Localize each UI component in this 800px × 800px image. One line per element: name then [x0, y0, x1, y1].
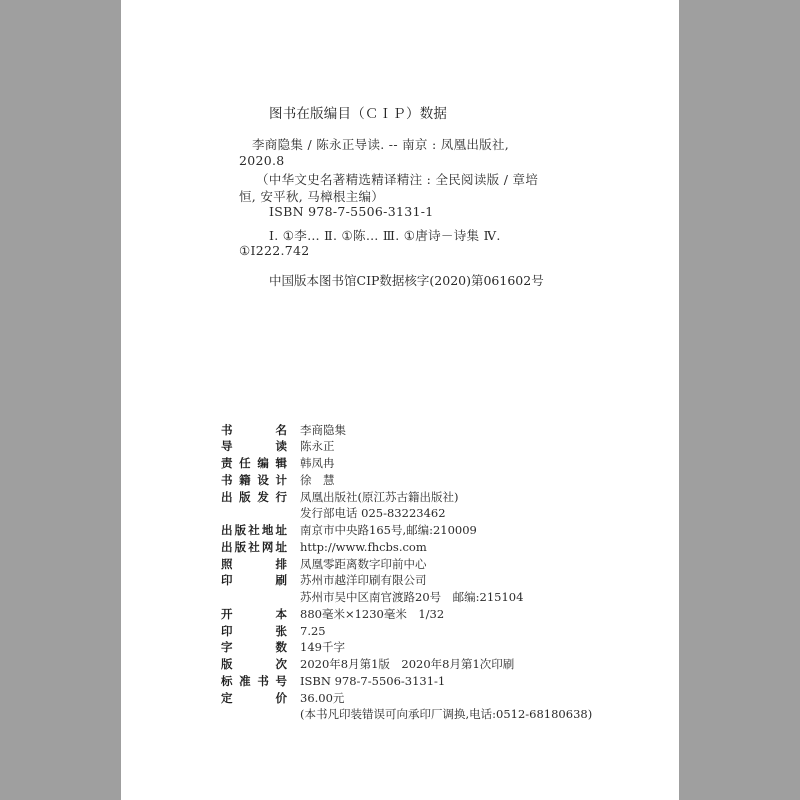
spec-row: [221, 589, 523, 606]
spec-row: [221, 605, 444, 622]
spec-label: 定 价: [221, 690, 287, 705]
spec-row: [221, 505, 446, 522]
cip-record-number: 中国版本图书馆CIP数据核字(2020)第061602号: [269, 273, 544, 288]
spec-value: 南京市中央路165号,邮编:210009: [300, 523, 477, 537]
spec-label: 责 任 编 辑: [221, 456, 287, 470]
spec-row: [221, 538, 427, 555]
spec-row: [221, 455, 335, 472]
spec-row: [221, 471, 335, 488]
spec-value: 徐 慧: [300, 472, 335, 487]
spec-value: ISBN 978-7-5506-3131-1: [300, 673, 446, 688]
spec-label: 印 张: [221, 623, 287, 638]
spec-value: 149千字: [300, 640, 345, 655]
spec-row: [221, 706, 592, 723]
spec-row: [221, 656, 514, 673]
spec-row: [221, 488, 458, 505]
spec-row: [221, 421, 346, 438]
cip-title: 图书在版编目（ＣＩＰ）数据: [269, 106, 448, 122]
cip-line-series: （中华文史名著精选精译精注 : 全民阅读版 / 章培: [256, 172, 539, 187]
cip-line-isbn: ISBN 978-7-5506-3131-1: [269, 204, 434, 219]
spec-value: (本书凡印装错误可向承印厂调换,电话:0512-68180638): [300, 707, 593, 722]
cip-line-classification: Ⅰ. ①李… Ⅱ. ①陈… Ⅲ. ①唐诗－诗集 Ⅳ.: [269, 228, 501, 243]
spec-label: 书 名: [221, 422, 287, 437]
spec-row: [221, 438, 335, 455]
spec-value: 880毫米×1230毫米 1/32: [300, 606, 445, 621]
spec-value: 7.25: [300, 623, 326, 638]
spec-row: [221, 689, 344, 706]
spec-row: [221, 672, 445, 689]
spec-label: 书 籍 设 计: [221, 472, 287, 487]
spec-label: 开 本: [221, 606, 287, 621]
cip-line-catalog: 李商隐集 / 陈永正导读. -- 南京 : 凤凰出版社,: [252, 137, 510, 152]
cip-line-year: 2020.8: [239, 153, 285, 168]
spec-value: http://www.fhcbs.com: [300, 539, 427, 554]
spec-row: [221, 572, 427, 589]
spec-value: 苏州市吴中区南官渡路20号 邮编:215104: [300, 590, 524, 604]
spec-label: 出 版 社 地 址: [221, 523, 287, 537]
spec-label: 版 次: [221, 657, 287, 671]
spec-label: 导 读: [221, 439, 287, 454]
spec-value: 凤凰零距离数字印前中心: [300, 556, 427, 571]
spec-row: [221, 639, 345, 656]
spec-value: 2020年8月第1版 2020年8月第1次印刷: [300, 657, 515, 671]
spec-value: 凤凰出版社(原江苏古籍出版社): [300, 489, 459, 504]
spec-value: 36.00元: [300, 690, 345, 705]
spec-label: 出 版 社 网 址: [221, 539, 287, 554]
spec-label: 标 准 书 号: [221, 673, 287, 688]
spec-value: 韩凤冉: [300, 456, 335, 470]
spec-row: [221, 555, 427, 572]
spec-value: 陈永正: [300, 439, 335, 454]
cip-line-class-number: ①I222.742: [239, 243, 310, 258]
spec-label: 出 版 发 行: [221, 489, 287, 504]
spec-value: 苏州市越洋印刷有限公司: [300, 573, 427, 588]
spec-value: 发行部电话 025-83223462: [300, 506, 446, 521]
spec-label: 印 刷: [221, 573, 287, 588]
spec-label: 照 排: [221, 556, 287, 571]
spec-label: 字 数: [221, 640, 287, 655]
cip-line-editors: 恒, 安平秋, 马樟根主编）: [239, 189, 385, 204]
spec-value: 李商隐集: [300, 422, 346, 437]
copyright-page: [121, 0, 679, 800]
spec-row: [221, 522, 477, 539]
spec-row: [221, 622, 326, 639]
